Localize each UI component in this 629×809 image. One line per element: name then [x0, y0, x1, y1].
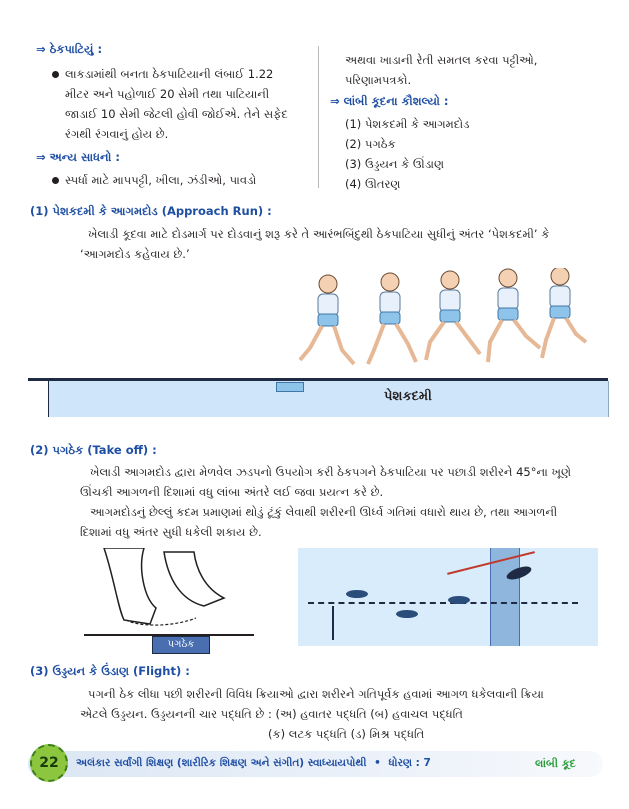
text-line: જાડાઈ 10 સેમી જેટલી હોવી જોઈએ. તેને સફેદ	[65, 107, 288, 121]
text-line: લાકડામાંથી બનતા ઠેકપાટિયાની લંબાઈ 1.22	[65, 67, 274, 81]
column-divider	[318, 46, 319, 188]
figure-label-approach: પેશકદમી	[384, 389, 432, 404]
footer-book-title	[76, 757, 431, 770]
text-line: ખેલાડી આગમદોડ દ્વારા મેળવેલ ઝડપનો ઉપયોગ કરી ઠેકપગને ઠેકપાટિયા પર પછાડી શરીરને 45°ના ખૂણે	[90, 465, 572, 479]
other-equipment-bullet: સ્પર્ધા માટે માપપટ્ટી, ખીલા, ઝંડીઓ, પાવડો	[52, 170, 322, 190]
approach-area	[48, 381, 609, 417]
runner-figure	[368, 273, 416, 364]
takeoff-board-mark	[276, 382, 304, 392]
arrow-icon: ⇒	[36, 150, 46, 164]
separator-icon: •	[374, 757, 381, 769]
arrow-icon: ⇒	[36, 42, 46, 56]
takeoff-board-bullet	[52, 64, 312, 144]
section-heading-flight: (3) ઉડ્ડયન કે ઉંડાણ (Flight) :	[30, 664, 190, 678]
text-line: દિશામાં વધુ અંતર સુધી ધકેલી શકાય છે.	[80, 525, 262, 539]
runner-figure	[426, 271, 480, 360]
text-line: (ક) લટક પદ્ધતિ (ડ) મિશ્ર પદ્ધતિ	[268, 727, 425, 741]
runner-figure	[542, 268, 586, 358]
measure-line	[308, 602, 578, 604]
list-item: (3) ઉડ્ડયન કે ઊંડાણ	[345, 157, 444, 171]
text-line: પરિણામપત્રકો.	[345, 73, 412, 87]
text-line: ‘આગમદોડ કહેવાય છે.’	[80, 247, 190, 261]
page-number: 22	[30, 744, 68, 782]
text-line: આગમદોડનું છેલ્લું કદમ પ્રમાણમાં થોડું ટૂંકું લેવાથી શરીરની ઊર્ધ્વ ગતિમાં વધારો થાય છે, તથા આગળની	[90, 505, 558, 519]
foot-takeoff-illustration	[84, 548, 254, 648]
runner-figure	[488, 269, 540, 362]
text-line: અથવા ખાડાની રેતી સમતલ કરવા પટ્ટીઓ,	[345, 53, 538, 67]
skills-list	[345, 114, 585, 194]
text-line: પગની ઠેક લીધા પછી શરીરની વિવિધ ક્રિયાઓ દ્વારા શરીરને ગતિપૂર્વક હવામાં આગળ ધકેલવાની ક્રિયા	[88, 687, 544, 701]
heading-long-jump-skills: ⇒ લાંબી કૂદના કૌશલ્યો :	[330, 94, 449, 108]
list-item: (1) પેશકદમી કે આગમદોડ	[345, 117, 470, 131]
heading-other-equipment: ⇒ અન્ય સાધનો :	[36, 150, 121, 164]
text-line: રંગથી રંગવાનું હોય છે.	[65, 127, 169, 141]
runner-figure	[300, 275, 354, 364]
list-item: (2) પગઠેક	[345, 137, 396, 151]
text-line: મીટર અને પહોળાઈ 20 સેમી તથા પાટિયાની	[65, 87, 270, 101]
figure-label-take-off: પગઠેક	[152, 636, 210, 654]
footer-title-text: અલંકાર સર્વાંગી શિક્ષણ (શારીરિક શિક્ષણ અને સંગીત) સ્વાધ્યાયપોથી	[76, 757, 367, 769]
runway-edge	[48, 381, 49, 417]
take-off-paragraph	[30, 462, 605, 542]
footprint-icon	[346, 590, 368, 598]
text-line: ઊંચકી આગળની દિશામાં વધુ લાંબા અંતરે લઈ જવા પ્રયત્ન કરે છે.	[80, 485, 384, 499]
flight-paragraph	[30, 684, 605, 744]
bullet-icon	[52, 177, 59, 184]
section-heading-take-off: (2) પગઠેક (Take off) :	[30, 443, 157, 457]
vertical-marker	[332, 606, 334, 640]
section-heading-approach-run: (1) પેશકદમી કે આગમદોડ (Approach Run) :	[30, 204, 272, 218]
bullet-icon	[52, 71, 59, 78]
flight-diagram	[298, 548, 598, 646]
arrow-icon: ⇒	[330, 94, 340, 108]
list-item: (4) ઊતરણ	[345, 177, 401, 191]
footprint-icon	[448, 596, 470, 604]
text-line: ખેલાડી કૂદવા માટે દોડમાર્ગ પર દોડવાનું શરૂ કરે તે આરંભબિંદુથી ઠેકપાટિયા સુધીનું અંતર ‘પેશકદમી’ કે	[88, 227, 550, 241]
text-line: એટલે ઉડ્ડયન. ઉડ્ડયનની ચાર પદ્ધતિ છે : (અ) હવાતર પદ્ધતિ (બ) હવાચલ પદ્ધતિ	[80, 707, 463, 721]
heading-takeoff-board: ⇒ ઠેકપાટિયું :	[36, 42, 103, 56]
approach-run-paragraph	[30, 224, 605, 264]
runners-illustration	[290, 268, 590, 378]
right-column-text	[345, 50, 605, 90]
footprint-icon	[396, 610, 418, 618]
footer-standard: ધોરણ : 7	[388, 757, 431, 769]
footer-chapter-name: લાંબી કૂદ	[535, 757, 576, 770]
